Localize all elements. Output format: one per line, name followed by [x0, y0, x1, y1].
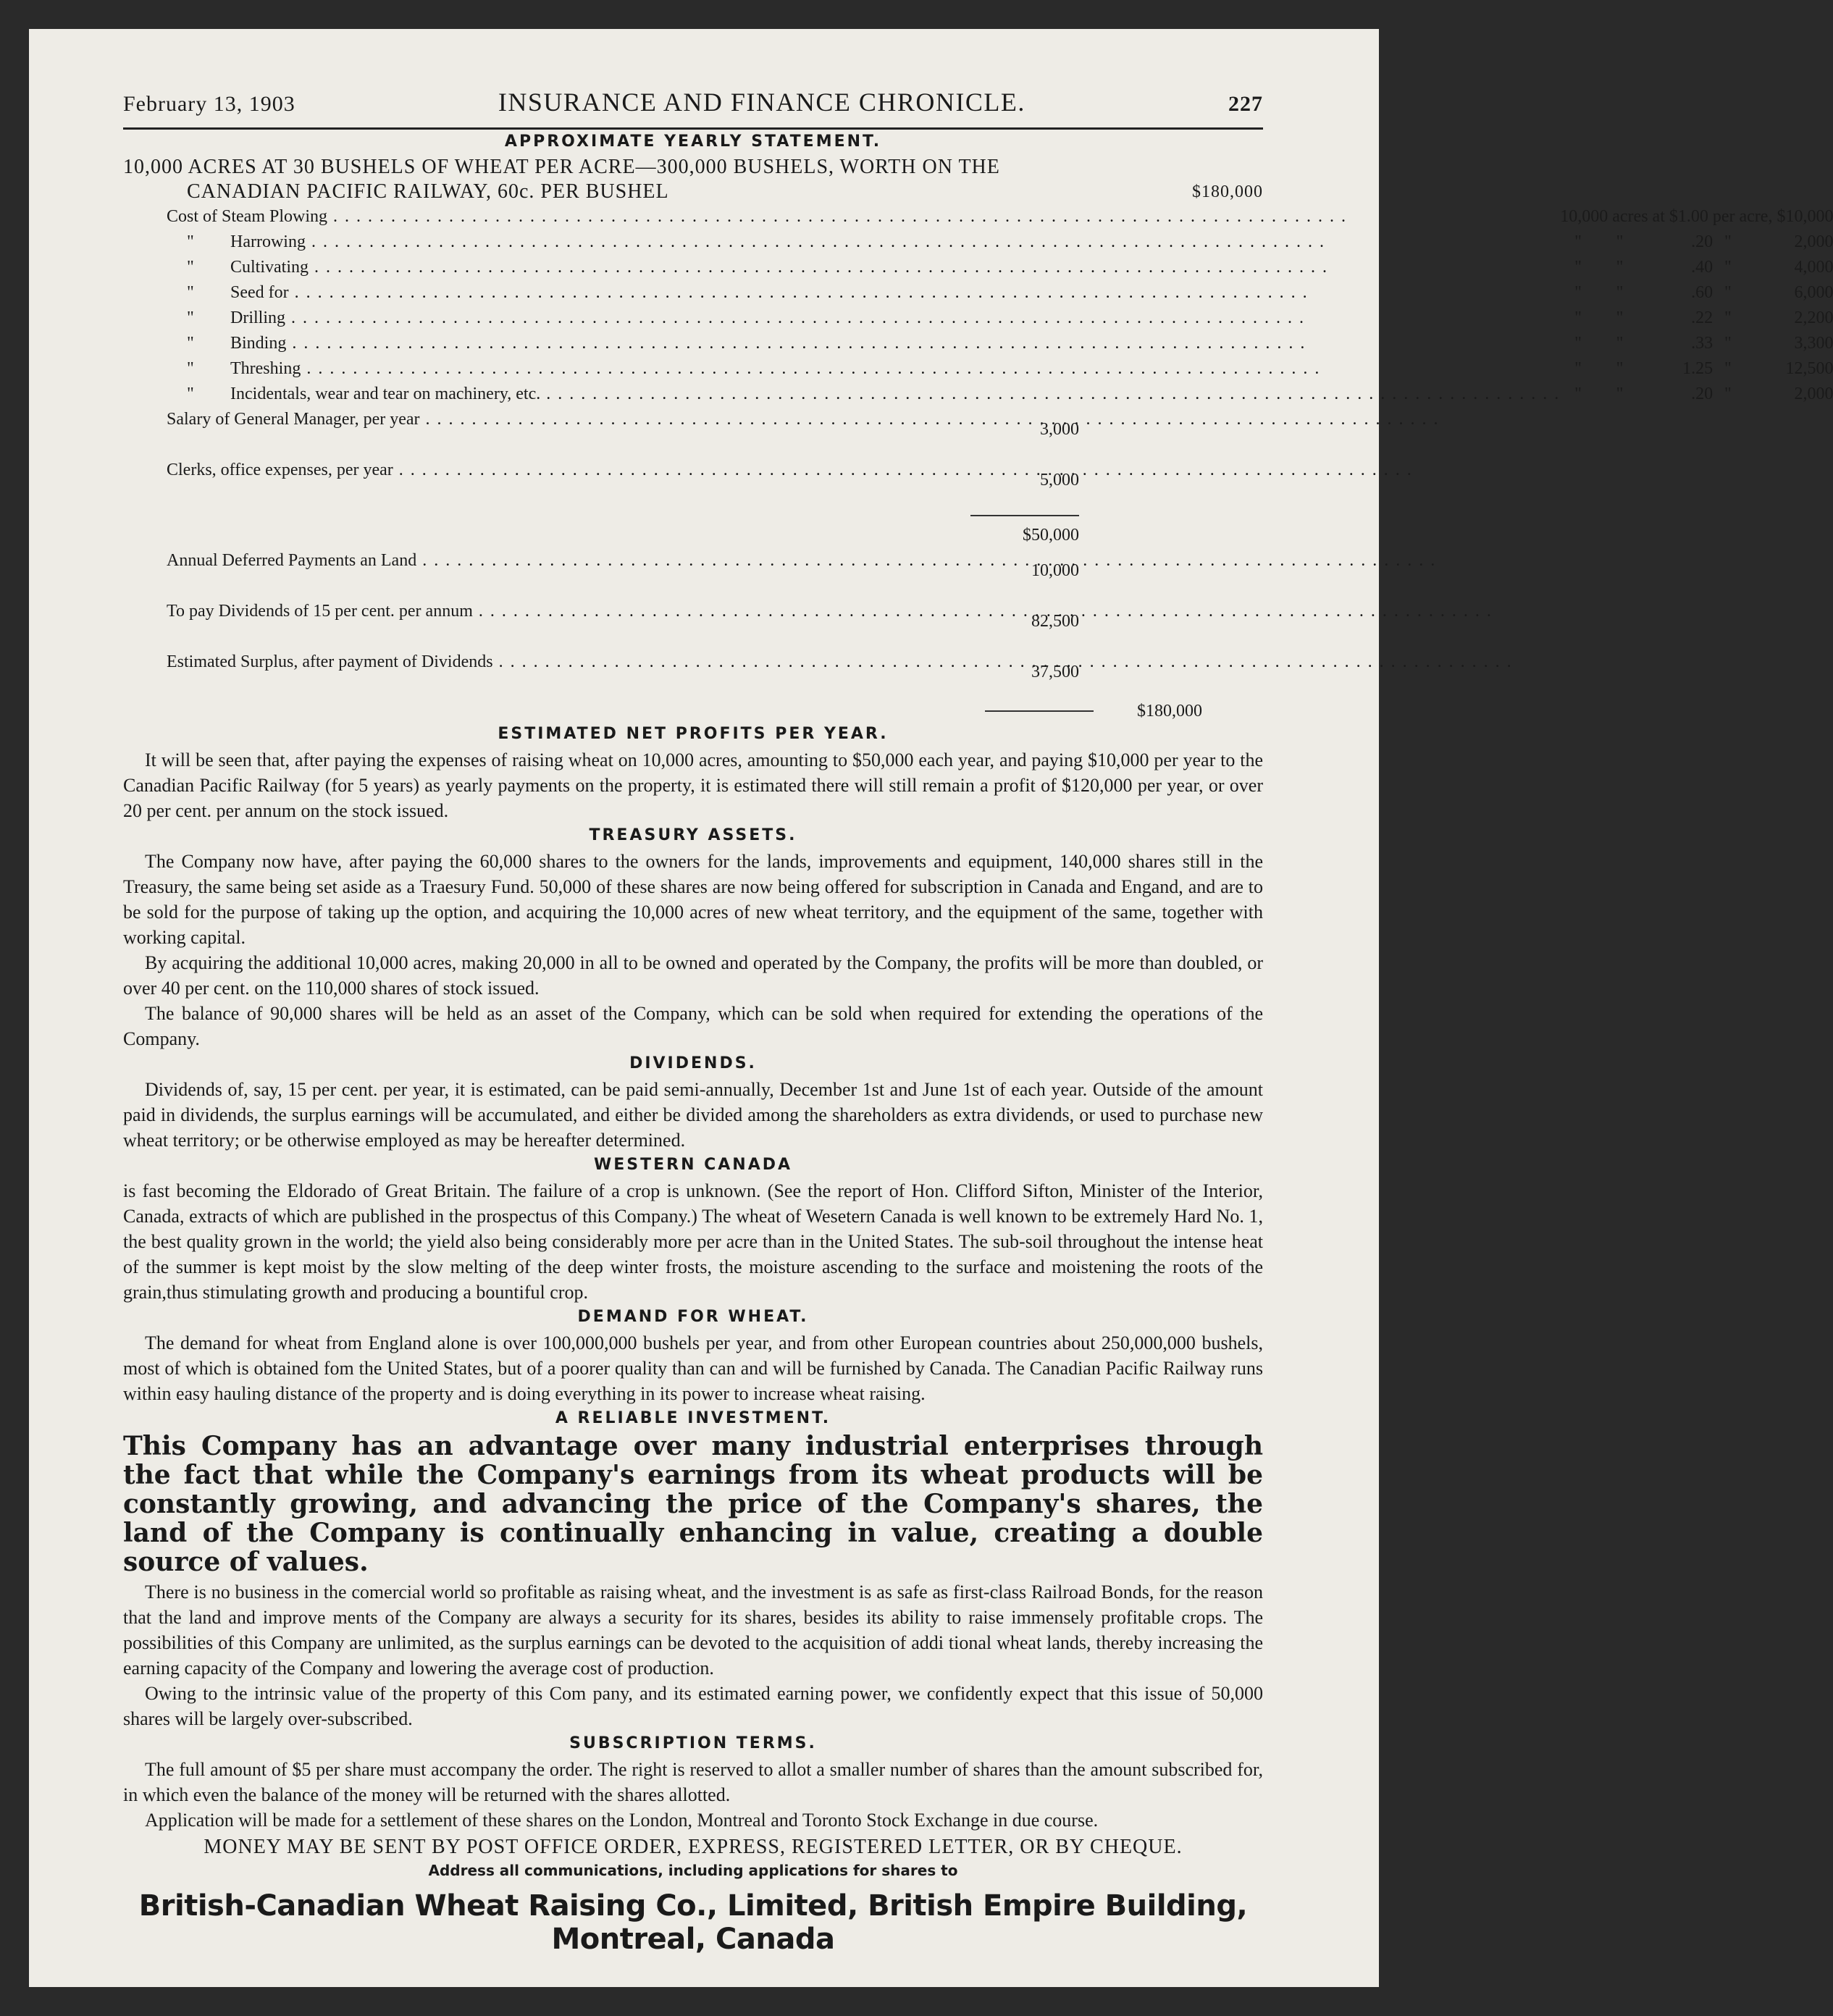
statement-heading: APPROXIMATE YEARLY STATEMENT.	[504, 133, 882, 151]
table-row	[167, 523, 1833, 548]
table-row	[167, 255, 1833, 280]
table-row	[167, 306, 1833, 331]
ditto-mark: "	[1574, 334, 1582, 353]
cost-rate: .20	[1691, 385, 1714, 403]
cost-amount: 2,000	[1794, 385, 1833, 403]
ditto-mark: "	[187, 258, 194, 277]
reliable-paragraph-1: There is no business in the comercial world so profitable as raising wheat, and the investment is as safe as first-class Railroad Bonds, for the reason that the land and improve ments of the Company are always a security for its shares, besides its ability to raise immensely profitable crops. The possibilities of this Company are unlimited, as the surplus earnings can be devoted to the acquisition of addi tional wheat lands, thereby increasing the earning capacity of the Company and lowering the average cost of production.	[123, 1582, 1263, 1679]
table-row	[167, 650, 1833, 675]
table-row	[167, 331, 1833, 356]
ditto-mark: "	[187, 334, 194, 353]
payment-methods: MONEY MAY BE SENT BY POST OFFICE ORDER, EXPRESS, REGISTERED LETTER, OR BY CHEQUE.	[204, 1836, 1183, 1858]
ditto-mark: "	[1574, 385, 1582, 403]
cost-amount: 6,000	[1794, 283, 1833, 302]
table-row	[167, 356, 1833, 382]
salary-amount: 3,000	[1040, 419, 1079, 439]
ditto-mark: "	[187, 232, 194, 251]
subtotal: $50,000	[1023, 526, 1079, 545]
treasury-paragraph-2: By acquiring the additional 10,000 acres, making 20,000 in all to be owned and operated by the Company, the profits will be more than doubled, or over 40 per cent. on the 110,000 shares of stock issued.	[123, 952, 1263, 999]
reliable-paragraph-2: Owing to the intrinsic value of the property of this Com pany, and its estimated earning power, we confidently expect that this issue of 50,000 shares will be largely over-subscribed.	[123, 1683, 1263, 1729]
cost-amount: 12,500	[1785, 359, 1833, 378]
ditto-mark: "	[1724, 258, 1732, 277]
reliable-heading: A RELIABLE INVESTMENT.	[555, 1409, 831, 1427]
clerks-amount: 5,000	[1040, 470, 1079, 490]
cost-rate: .40	[1691, 258, 1714, 277]
address-instruction: Address all communications, including applications for shares to	[428, 1862, 958, 1879]
ditto-mark: "	[1574, 359, 1582, 378]
dividends-heading: DIVIDENDS.	[629, 1054, 757, 1072]
ditto-mark: "	[1724, 232, 1732, 251]
grand-total: $180,000	[1137, 701, 1202, 721]
deferred-label: Annual Deferred Payments an Land . . .	[167, 548, 1833, 574]
running-header	[123, 87, 1263, 117]
cost-item-label: " Seed for . . .	[167, 280, 1560, 306]
ditto-mark: "	[1616, 283, 1624, 302]
dividends-amount: 82,500	[1031, 611, 1079, 631]
treasury-paragraph-3: The balance of 90,000 shares will be held as an asset of the Company, which can be sold when required for extending the operations of the Company.	[123, 1003, 1263, 1049]
ditto-mark: "	[1616, 232, 1624, 251]
page-number: 227	[1228, 92, 1263, 116]
surplus-label: Estimated Surplus, after payment of Dividends . . .	[167, 650, 1833, 675]
cost-item-label: " Binding . . .	[167, 331, 1560, 356]
dividends-label: To pay Dividends of 15 per cent. per annum . . .	[167, 599, 1833, 624]
ditto-mark: "	[1616, 385, 1624, 403]
ditto-mark: "	[187, 308, 194, 327]
ditto-mark: "	[1616, 308, 1624, 327]
ditto-mark: "	[1724, 283, 1732, 302]
ditto-mark: "	[187, 385, 194, 403]
cost-label: Cost of Steam Plowing . . .	[167, 204, 1560, 230]
cost-item-label: " Harrowing . . .	[167, 230, 1560, 255]
table-row	[167, 599, 1833, 624]
cost-amount: 3,300	[1794, 334, 1833, 353]
dividends-text: Dividends of, say, 15 per cent. per year, it is estimated, can be paid semi-annually, December 1st and June 1st of each year. Outside of the amount paid in dividends, the surplus earnings will be accumulated, and either be divided among the shareholders as extra dividends, or used to purchase new wheat territory; or be otherwise employed as may be hereafter determined.	[123, 1079, 1263, 1151]
cost-amount: 4,000	[1794, 258, 1833, 277]
cost-item-label: " Drilling . . .	[167, 306, 1560, 331]
statement-title-line2	[123, 180, 1263, 204]
cost-rate: .20	[1691, 232, 1714, 251]
western-canada-text: is fast becoming the Eldorado of Great Britain. The failure of a crop is unknown. (See the report of Hon. Clifford Sifton, Minister of the Interior, Canada, extracts of which are published in the prospectus of this Company.) The wheat of Wesetern Canada is well known to be extremely Hard No. 1, the best quality grown in the world; the yield also being considerably more per acre than in the United States. The sub-soil throughout the intense heat of the summer is kept moist by the slow melting of the deep winter frosts, the moisture ascending to the surface and moistening the roots of the grain,thus stimulating growth and producing a bountiful crop.	[123, 1180, 1263, 1303]
cost-rate: .60	[1691, 283, 1714, 302]
demand-text: The demand for wheat from England alone is over 100,000,000 bushels per year, and from other European countries about 250,000,000 bushels, most of which is obtained fom the United States, but of a poorer quality than can and will be furnished by Canada. The Canadian Pacific Railway runs within easy hauling distance of the property and is doing everything in its power to increase wheat raising.	[123, 1332, 1263, 1404]
ditto-mark: "	[1724, 359, 1732, 378]
magazine-page	[29, 29, 1833, 1987]
statement-title-total: $180,000	[1192, 182, 1263, 201]
reliable-bold-statement: This Company has an advantage over many industrial enterprises through the fact that while the Company's earnings from its wheat products will be constantly growing, and advancing the price of the Company's shares, the land of the Company is continually enhancing in value, creating a double source of values.	[123, 1431, 1263, 1577]
subscription-paragraph-2: Application will be made for a settlement of these shares on the London, Montreal and Toronto Stock Exchange in due course.	[145, 1810, 1099, 1831]
ditto-mark: "	[187, 359, 194, 378]
clerks-label: Clerks, office expenses, per year . . .	[167, 458, 1833, 483]
issue-date: February 13, 1903	[123, 92, 295, 116]
cost-rate: .33	[1691, 334, 1714, 353]
profits-text: It will be seen that, after paying the expenses of raising wheat on 10,000 acres, amounting to $50,000 each year, and paying $10,000 per year to the Canadian Pacific Railway (for 5 years) as yearly payments on the property, it is estimated there will still remain a profit of $120,000 per year, or over 20 per cent. per annum on the stock issued.	[123, 749, 1263, 821]
salary-label: Salary of General Manager, per year . . .	[167, 407, 1833, 432]
profits-heading: ESTIMATED NET PROFITS PER YEAR.	[498, 725, 889, 743]
yearly-statement-table	[167, 204, 1833, 722]
ditto-mark: "	[1616, 359, 1624, 378]
treasury-paragraph-1: The Company now have, after paying the 60,000 shares to the owners for the lands, improvements and equipment, 140,000 shares still in the Treasury, the same being set aside as a Traesury Fund. 50,000 of these shares are now being offered for subscription in Canada and Engand, and are to be sold for the purpose of taking up the option, and acquiring the 10,000 acres of new wheat territory, and the equipment of the same, together with working capital.	[123, 851, 1263, 948]
ditto-mark: "	[1616, 334, 1624, 353]
header-rule	[123, 127, 1263, 130]
table-row	[167, 458, 1833, 483]
ditto-mark: "	[187, 283, 194, 302]
cost-item-label: " Threshing . . .	[167, 356, 1560, 382]
journal-title: INSURANCE AND FINANCE CHRONICLE.	[498, 88, 1025, 117]
statement-title-line1: 10,000 ACRES AT 30 BUSHELS OF WHEAT PER ACRE—300,000 BUSHELS, WORTH ON THE	[123, 156, 1000, 178]
treasury-heading: TREASURY ASSETS.	[589, 826, 797, 844]
ditto-mark: "	[1574, 232, 1582, 251]
statement-title-text: CANADIAN PACIFIC RAILWAY, 60c. PER BUSHEL	[187, 180, 669, 203]
surplus-amount: 37,500	[1031, 662, 1079, 681]
cost-amount: 2,200	[1794, 308, 1833, 327]
ditto-mark: "	[1724, 308, 1732, 327]
cost-rate: .22	[1691, 308, 1714, 327]
table-row	[167, 407, 1833, 432]
ditto-mark: "	[1724, 385, 1732, 403]
cost-rows	[167, 230, 1833, 407]
table-row	[167, 382, 1833, 407]
subscription-paragraph-1: The full amount of $5 per share must accompany the order. The right is reserved to allot a smaller number of shares than the amount subscribed for, in which even the balance of the money will be returned with the shares allotted.	[123, 1759, 1263, 1805]
cost-rate: 1.25	[1682, 359, 1714, 378]
deferred-amount: 10,000	[1031, 560, 1079, 580]
cost-item-label: " Cultivating . . .	[167, 255, 1560, 280]
ditto-mark: "	[1574, 308, 1582, 327]
cost-item-label: " Incidentals, wear and tear on machinery, etc. . . .	[167, 382, 1560, 407]
cost-amount: 2,000	[1794, 232, 1833, 251]
table-row	[167, 230, 1833, 255]
western-canada-heading: WESTERN CANADA	[593, 1156, 793, 1174]
table-row	[167, 432, 1833, 458]
subscription-heading: SUBSCRIPTION TERMS.	[569, 1734, 817, 1752]
demand-heading: DEMAND FOR WHEAT.	[577, 1308, 809, 1326]
company-name-address: British-Canadian Wheat Raising Co., Limited, British Empire Building, Montreal, Canada	[138, 1889, 1248, 1956]
table-row	[167, 204, 1833, 230]
table-row	[167, 280, 1833, 306]
cost-head: 10,000 acres at $1.00 per acre, $10,000	[1560, 207, 1833, 226]
ditto-mark: "	[1574, 258, 1582, 277]
table-row	[167, 548, 1833, 574]
ditto-mark: "	[1574, 283, 1582, 302]
ditto-mark: "	[1616, 258, 1624, 277]
ditto-mark: "	[1724, 334, 1732, 353]
